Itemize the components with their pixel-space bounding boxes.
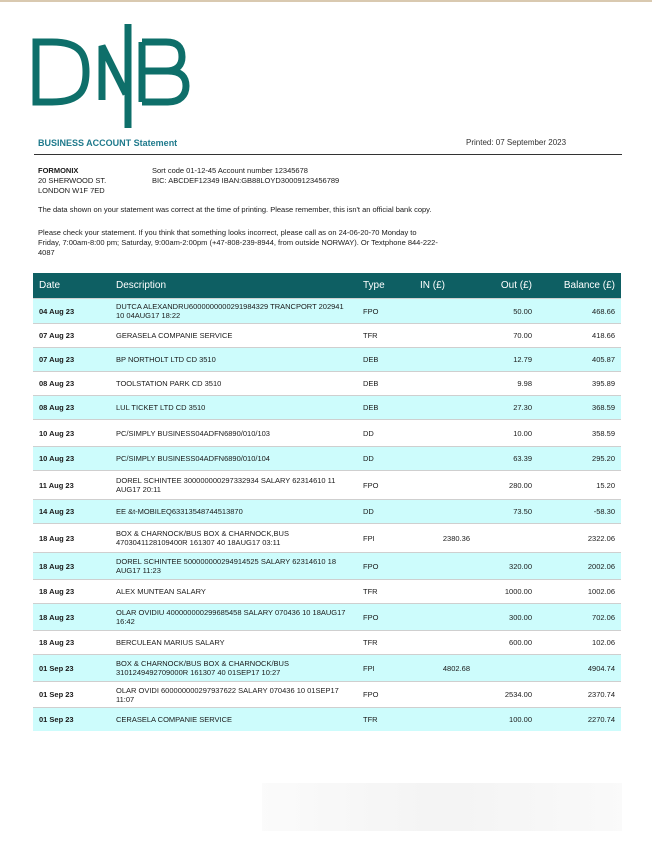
table-row	[33, 682, 621, 708]
transactions-body	[33, 299, 621, 731]
table-row	[33, 372, 621, 396]
table-row	[33, 299, 621, 324]
table-row	[33, 580, 621, 604]
cell-in	[414, 447, 476, 471]
table-row	[33, 471, 621, 500]
cell-bal: 395.89	[538, 372, 621, 396]
cell-type: DD	[357, 420, 414, 447]
cell-type: TFR	[357, 631, 414, 655]
cell-desc: DOREL SCHINTEE 500000000294914525 SALARY 62314610 18 AUG17 11:23	[110, 553, 357, 580]
table-row	[33, 500, 621, 524]
cell-type: FPO	[357, 553, 414, 580]
cell-desc: BOX & CHARNOCK/BUS BOX & CHARNOCK/BUS 3101249492709000R 161307 40 01SEP17 10:27	[110, 655, 357, 682]
cell-in	[414, 631, 476, 655]
table-row	[33, 348, 621, 372]
cell-type: TFR	[357, 324, 414, 348]
cell-type: TFR	[357, 708, 414, 731]
cell-in	[414, 580, 476, 604]
cell-out: 280.00	[476, 471, 538, 500]
cell-type: FPO	[357, 682, 414, 708]
cell-bal: 468.66	[538, 299, 621, 324]
scan-smudge	[262, 783, 622, 831]
address-line-2: LONDON W1F 7ED	[38, 186, 105, 195]
cell-in	[414, 553, 476, 580]
cell-date: 11 Aug 23	[33, 471, 110, 500]
table-row	[33, 447, 621, 471]
cell-out: 2534.00	[476, 682, 538, 708]
cell-bal: 405.87	[538, 348, 621, 372]
cell-bal: 2270.74	[538, 708, 621, 731]
cell-date: 08 Aug 23	[33, 396, 110, 420]
cell-out: 50.00	[476, 299, 538, 324]
cell-desc: PC/SIMPLY BUSINESS04ADFN6890/010/103	[110, 420, 357, 447]
cell-desc: EE &t-MOBILEQ63313548744513870	[110, 500, 357, 524]
cell-date: 01 Sep 23	[33, 682, 110, 708]
cell-desc: CERASELA COMPANIE SERVICE	[110, 708, 357, 731]
col-type: Type	[357, 273, 414, 299]
cell-type: FPI	[357, 524, 414, 553]
statement-title: BUSINESS ACCOUNT Statement	[38, 138, 178, 148]
cell-bal: 2370.74	[538, 682, 621, 708]
address-line-1: 20 SHERWOOD ST.	[38, 176, 107, 185]
cell-type: TFR	[357, 580, 414, 604]
cell-date: 18 Aug 23	[33, 631, 110, 655]
col-in: IN (£)	[414, 273, 476, 299]
top-border	[0, 0, 652, 2]
table-row	[33, 655, 621, 682]
cell-out: 320.00	[476, 553, 538, 580]
cell-out: 300.00	[476, 604, 538, 631]
cell-date: 07 Aug 23	[33, 348, 110, 372]
cell-desc: GERASELA COMPANIE SERVICE	[110, 324, 357, 348]
table-row	[33, 604, 621, 631]
table-header-row	[33, 273, 621, 299]
cell-bal: -58.30	[538, 500, 621, 524]
cell-bal: 368.59	[538, 396, 621, 420]
table-row	[33, 420, 621, 447]
cell-out: 12.79	[476, 348, 538, 372]
cell-desc: TOOLSTATION PARK CD 3510	[110, 372, 357, 396]
cell-type: FPO	[357, 299, 414, 324]
cell-out: 100.00	[476, 708, 538, 731]
cell-in	[414, 348, 476, 372]
cell-in	[414, 500, 476, 524]
cell-desc: BP NORTHOLT LTD CD 3510	[110, 348, 357, 372]
cell-date: 14 Aug 23	[33, 500, 110, 524]
cell-desc: OLAR OVIDI 600000000297937622 SALARY 070436 10 01SEP17 11:07	[110, 682, 357, 708]
cell-date: 01 Sep 23	[33, 708, 110, 731]
cell-out	[476, 655, 538, 682]
cell-type: FPO	[357, 604, 414, 631]
cell-desc: OLAR OVIDIU 400000000299685458 SALARY 070436 10 18AUG17 16:42	[110, 604, 357, 631]
col-balance: Balance (£)	[538, 273, 621, 299]
col-out: Out (£)	[476, 273, 538, 299]
cell-out: 63.39	[476, 447, 538, 471]
cell-bal: 15.20	[538, 471, 621, 500]
cell-date: 18 Aug 23	[33, 524, 110, 553]
cell-bal: 418.66	[538, 324, 621, 348]
cell-bal: 2322.06	[538, 524, 621, 553]
table-row	[33, 553, 621, 580]
cell-desc: DOREL SCHINTEE 300000000297332934 SALARY 62314610 11 AUG17 20:11	[110, 471, 357, 500]
cell-date: 10 Aug 23	[33, 420, 110, 447]
customer-address	[38, 166, 106, 196]
table-row	[33, 708, 621, 731]
cell-desc: BOX & CHARNOCK/BUS BOX & CHARNOCK,BUS 4703041128109400R 161307 40 18AUG17 03:11	[110, 524, 357, 553]
printed-date: Printed: 07 September 2023	[466, 138, 567, 147]
cell-out: 600.00	[476, 631, 538, 655]
cell-in: 4802.68	[414, 655, 476, 682]
cell-date: 18 Aug 23	[33, 604, 110, 631]
cell-bal: 702.06	[538, 604, 621, 631]
cell-bal: 358.59	[538, 420, 621, 447]
account-details	[152, 166, 339, 186]
cell-in	[414, 420, 476, 447]
cell-out: 10.00	[476, 420, 538, 447]
cell-bal: 2002.06	[538, 553, 621, 580]
cell-in	[414, 372, 476, 396]
cell-desc: ALEX MUNTEAN SALARY	[110, 580, 357, 604]
sort-code-account-number: Sort code 01-12-45 Account number 12345678	[152, 166, 308, 175]
accuracy-notice: The data shown on your statement was correct at the time of printing. Please remember, this isn't an official bank copy.	[38, 205, 432, 214]
cell-out	[476, 524, 538, 553]
cell-type: DEB	[357, 396, 414, 420]
cell-out: 27.30	[476, 396, 538, 420]
cell-date: 18 Aug 23	[33, 580, 110, 604]
cell-in	[414, 396, 476, 420]
cell-in: 2380.36	[414, 524, 476, 553]
transactions-table	[33, 273, 621, 731]
cell-desc: BERCULEAN MARIUS SALARY	[110, 631, 357, 655]
cell-bal: 102.06	[538, 631, 621, 655]
cell-in	[414, 682, 476, 708]
cell-out: 1000.00	[476, 580, 538, 604]
cell-in	[414, 299, 476, 324]
cell-desc: LUL TICKET LTD CD 3510	[110, 396, 357, 420]
cell-out: 9.98	[476, 372, 538, 396]
cell-date: 01 Sep 23	[33, 655, 110, 682]
table-row	[33, 631, 621, 655]
cell-type: FPO	[357, 471, 414, 500]
cell-in	[414, 708, 476, 731]
table-row	[33, 524, 621, 553]
cell-in	[414, 471, 476, 500]
cell-bal: 4904.74	[538, 655, 621, 682]
cell-type: FPI	[357, 655, 414, 682]
cell-date: 08 Aug 23	[33, 372, 110, 396]
cell-desc: DUTCA ALEXANDRU6000000000291984329 TRANCPORT 202941 10 04AUG17 18:22	[110, 299, 357, 324]
table-row	[33, 396, 621, 420]
col-description: Description	[110, 273, 357, 299]
cell-date: 04 Aug 23	[33, 299, 110, 324]
cell-out: 73.50	[476, 500, 538, 524]
table-row	[33, 324, 621, 348]
cell-out: 70.00	[476, 324, 538, 348]
cell-type: DEB	[357, 372, 414, 396]
cell-desc: PC/SIMPLY BUSINESS04ADFN6890/010/104	[110, 447, 357, 471]
contact-notice: Please check your statement. If you think that something looks incorrect, please call as on 24-06-20-70 Monday to Friday, 7:00am-8:00 pm; Saturday, 9:00am-2:00pm (+47-808-239-8944, from outside NORWAY). Or Textphone 844-222-4087	[38, 228, 438, 257]
cell-in	[414, 324, 476, 348]
cell-bal: 295.20	[538, 447, 621, 471]
cell-date: 10 Aug 23	[33, 447, 110, 471]
header-divider	[34, 154, 622, 155]
cell-type: DD	[357, 447, 414, 471]
cell-date: 07 Aug 23	[33, 324, 110, 348]
cell-type: DD	[357, 500, 414, 524]
cell-date: 18 Aug 23	[33, 553, 110, 580]
cell-in	[414, 604, 476, 631]
dnb-logo	[30, 22, 190, 132]
cell-type: DEB	[357, 348, 414, 372]
bic-iban: BIC: ABCDEF12349 IBAN:GB88LOYD30009123456789	[152, 176, 340, 185]
customer-name: FORMONIX	[38, 166, 79, 175]
cell-bal: 1002.06	[538, 580, 621, 604]
col-date: Date	[33, 273, 110, 299]
